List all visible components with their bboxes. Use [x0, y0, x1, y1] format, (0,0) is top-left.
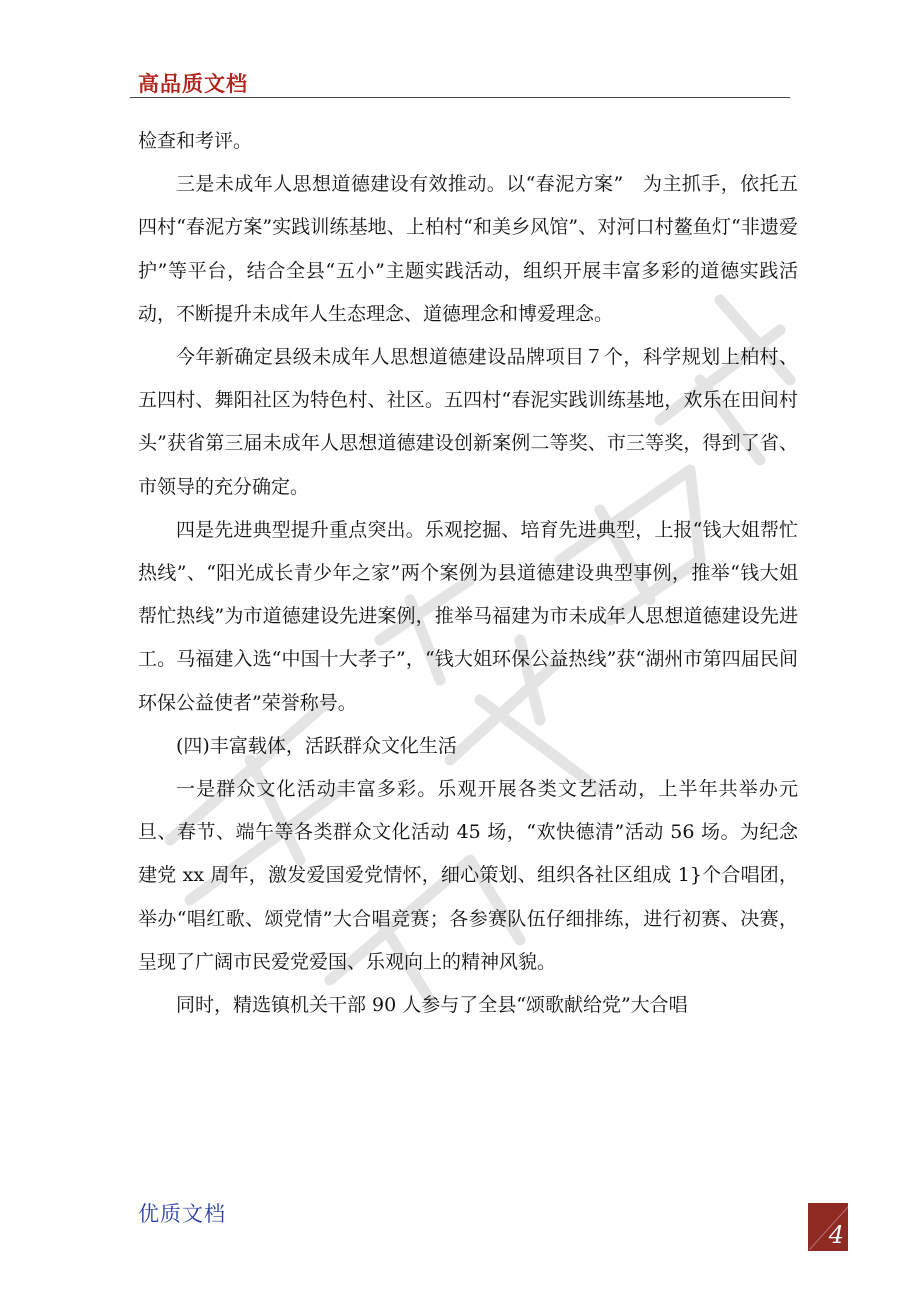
section-heading: (四)丰富载体，活跃群众文化生活: [176, 734, 457, 757]
paragraph: 今年新确定县级未成年人思想道德建设品牌项目７个，科学规划上柏村、五四村、舞阳社区为特色村、社区。五四村“春泥实践训练基地，欢乐在田间村头”获省第三届未成年人思想道德建设创新案例二等奖、市三等奖，得到了省、市领导的充分确定。: [138, 346, 798, 498]
header-title: 高品质文档: [138, 72, 248, 96]
paragraph: 一是群众文化活动丰富多彩。乐观开展各类文艺活动，上半年共举办元旦、春节、端午等各类群众文化活动 45 场，“欢快德清”活动 56 场。为纪念建党 xx 周年，激发爱国爱党情怀，细心策划、组织各社区组成 1}个合唱团，举办“唱红歌、颂党情”大合唱竞赛；各参赛队伍仔细排练，进行初赛、决赛，呈现了广阔市民爱党爱国、乐观向上的精神风貌。: [138, 778, 798, 973]
paragraph: 四是先进典型提升重点突出。乐观挖掘、培育先进典型，上报“钱大姐帮忙热线”、“阳光成长青少年之家”两个案例为县道德建设典型事例，推举“钱大姐帮忙热线”为市道德建设先进案例，推举马福建为市未成年人思想道德建设先进工。马福建入选“中国十大孝子”，“钱大姐环保公益热线”获“湖州市第四届民间环保公益使者”荣誉称号。: [138, 518, 798, 714]
paragraph: 三是未成年人思想道德建设有效推动。以“春泥方案” 为主抓手，依托五四村“春泥方案”实践训练基地、上柏村“和美乡风馆”、对河口村鳌鱼灯“非遗爱护”等平台，结合全县“五小”主题实践活动，组织开展丰富多彩的道德实践活动，不断提升未成年人生态理念、道德理念和博爱理念。: [138, 173, 798, 325]
paragraph: 检查和考评。: [138, 130, 253, 152]
footer-title: 优质文档: [138, 1202, 226, 1226]
header-divider: [130, 97, 790, 98]
page-number-badge: [808, 1203, 848, 1251]
paragraph: 同时，精选镇机关干部 90 人参与了全县“颂歌献给党”大合唱: [176, 994, 688, 1017]
page-number: 4: [828, 1221, 844, 1249]
document-body: [138, 120, 798, 1027]
